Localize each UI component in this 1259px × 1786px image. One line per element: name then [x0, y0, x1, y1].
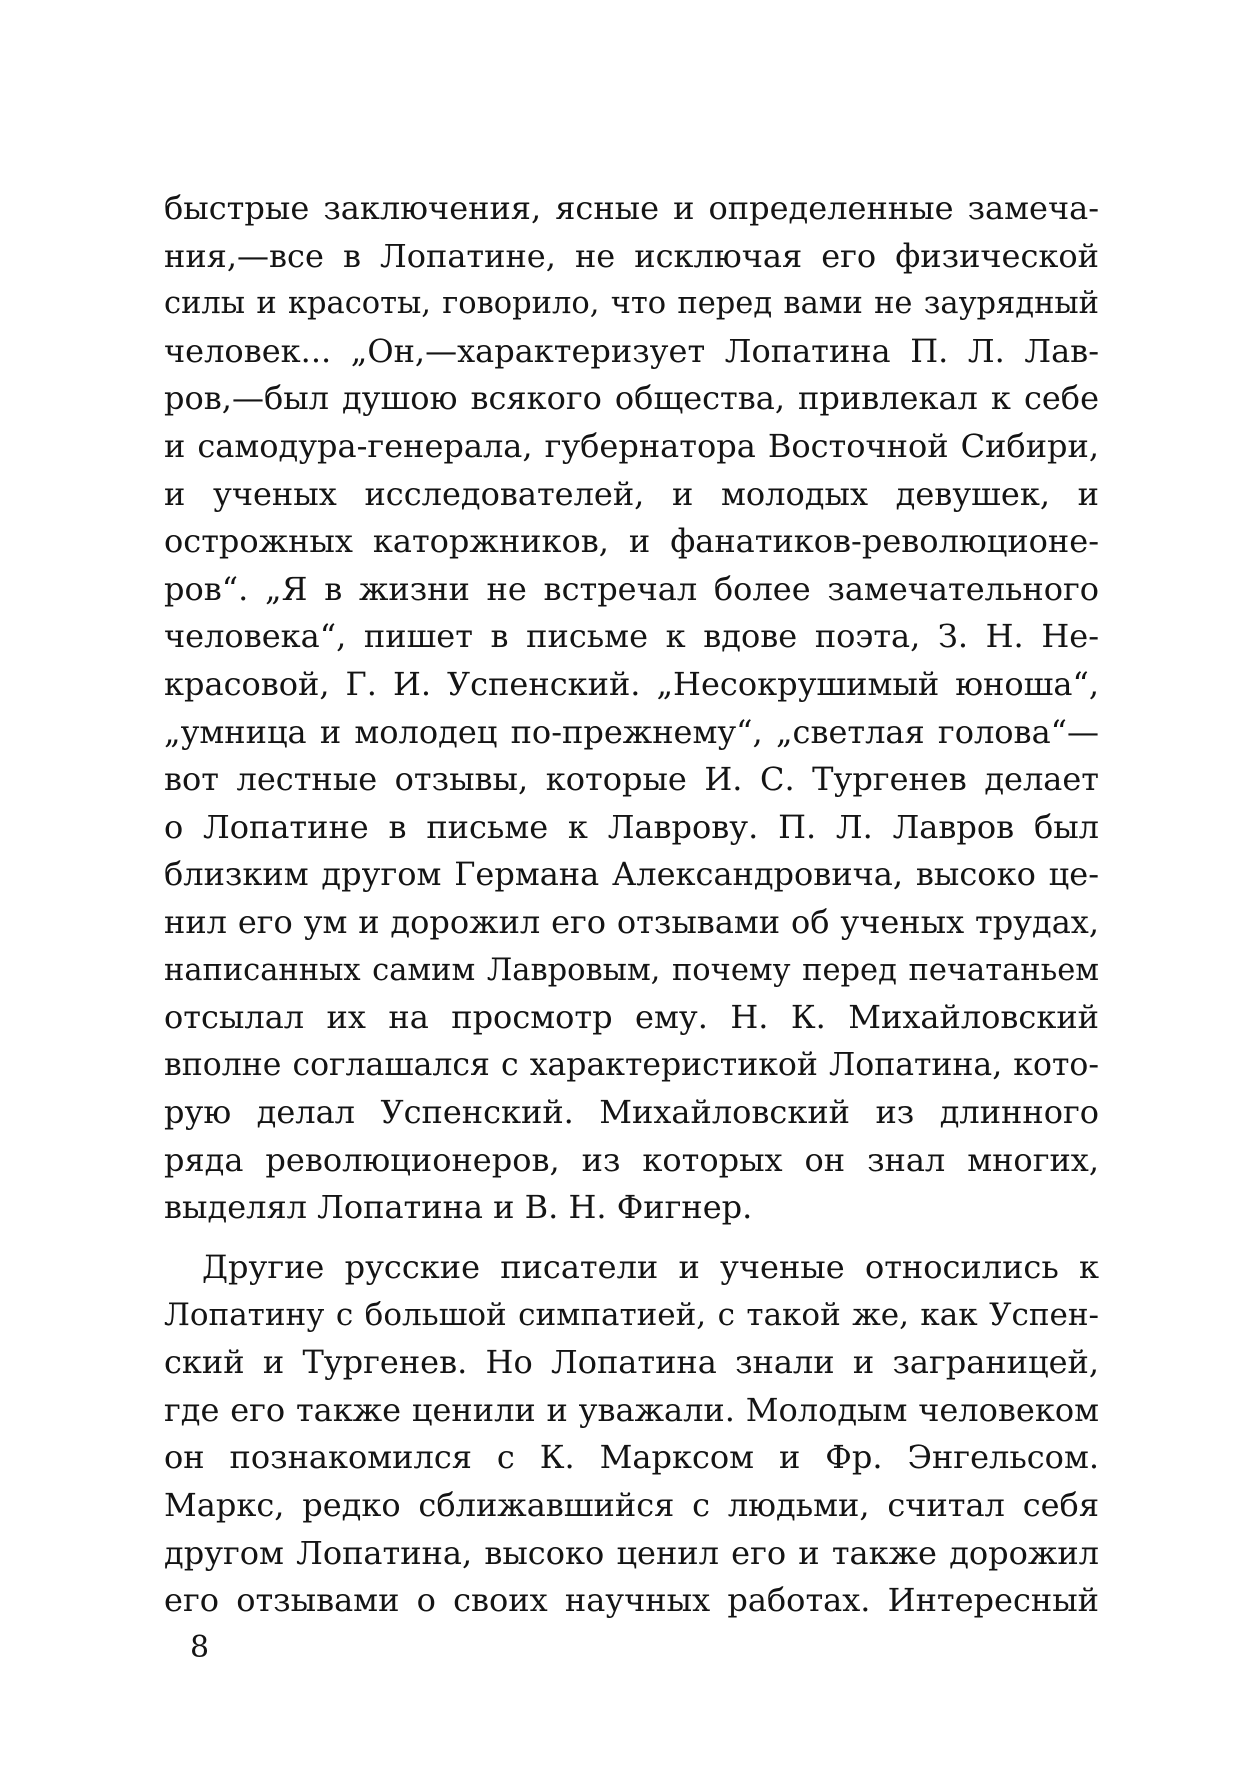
text-line: Другие русские писатели и ученые относились к [202, 1248, 1099, 1287]
text-line: другом Лопатина, высоко ценил его и также дорожил [164, 1533, 1099, 1572]
text-line: человека“, пишет в письме к вдове поэта, З. Н. Не- [164, 617, 1099, 656]
text-line: вот лестные отзывы, которые И. С. Тургенев делает [164, 760, 1099, 799]
text-line: близким другом Германа Александровича, высоко це- [164, 855, 1099, 894]
body-text [164, 185, 1099, 1625]
text-line: ния,—все в Лопатине, не исключая его физической [164, 236, 1099, 275]
text-line: отсылал их на просмотр ему. Н. К. Михайловский [164, 998, 1099, 1037]
text-line: ский и Тургенев. Но Лопатина знали и заграницей, [164, 1343, 1099, 1382]
text-line: ряда революционеров, из которых он знал многих, [164, 1140, 1099, 1179]
paragraph-2 [164, 1244, 1099, 1625]
text-line: силы и красоты, говорило, что перед вами не заурядный [164, 286, 1099, 322]
text-line: его отзывами о своих научных работах. Интересный [164, 1581, 1099, 1620]
text-line: где его также ценили и уважали. Молодым человеком [164, 1390, 1099, 1429]
text-line: ров“. „Я в жизни не встречал более замечательного [164, 569, 1099, 608]
text-line: человек... „Он,—характеризует Лопатина П. Л. Лав- [164, 331, 1099, 370]
text-line: он познакомился с К. Марксом и Фр. Энгельсом. [164, 1438, 1099, 1477]
text-line: выделял Лопатина и В. Н. Фигнер. [164, 1188, 753, 1227]
text-line: рую делал Успенский. Михайловский из длинного [164, 1093, 1099, 1132]
text-line: красовой, Г. И. Успенский. „Несокрушимый юноша“, [164, 664, 1099, 703]
text-line: нил его ум и дорожил его отзывами об ученых трудах, [164, 902, 1099, 941]
text-line: ров,—был душою всякого общества, привлекал к себе [164, 379, 1099, 418]
text-line: „умница и молодец по-прежнему“, „светлая голова“— [164, 712, 1099, 751]
text-line: острожных каторжников, и фанатиков-революционе- [164, 522, 1099, 561]
text-line: быстрые заключения, ясные и определенные замеча- [164, 189, 1099, 227]
text-line: Лопатину с большой симпатией, с такой же, как Успен- [164, 1296, 1099, 1333]
text-line: и ученых исследователей, и молодых девушек, и [164, 474, 1099, 513]
paragraph-gap [164, 1232, 1099, 1244]
text-line: вполне соглашался с характеристикой Лопатина, кото- [164, 1046, 1099, 1083]
text-line: Маркс, редко сближавшийся с людьми, считал себя [164, 1486, 1099, 1525]
paragraph-1 [164, 185, 1099, 1232]
page-number: 8 [190, 1630, 210, 1665]
text-line: написанных самим Лавровым, почему перед печатаньем [164, 952, 1099, 988]
text-line: о Лопатине в письме к Лаврову. П. Л. Лавров был [164, 807, 1099, 846]
text-line: и самодура-генерала, губернатора Восточной Сибири, [164, 426, 1099, 465]
